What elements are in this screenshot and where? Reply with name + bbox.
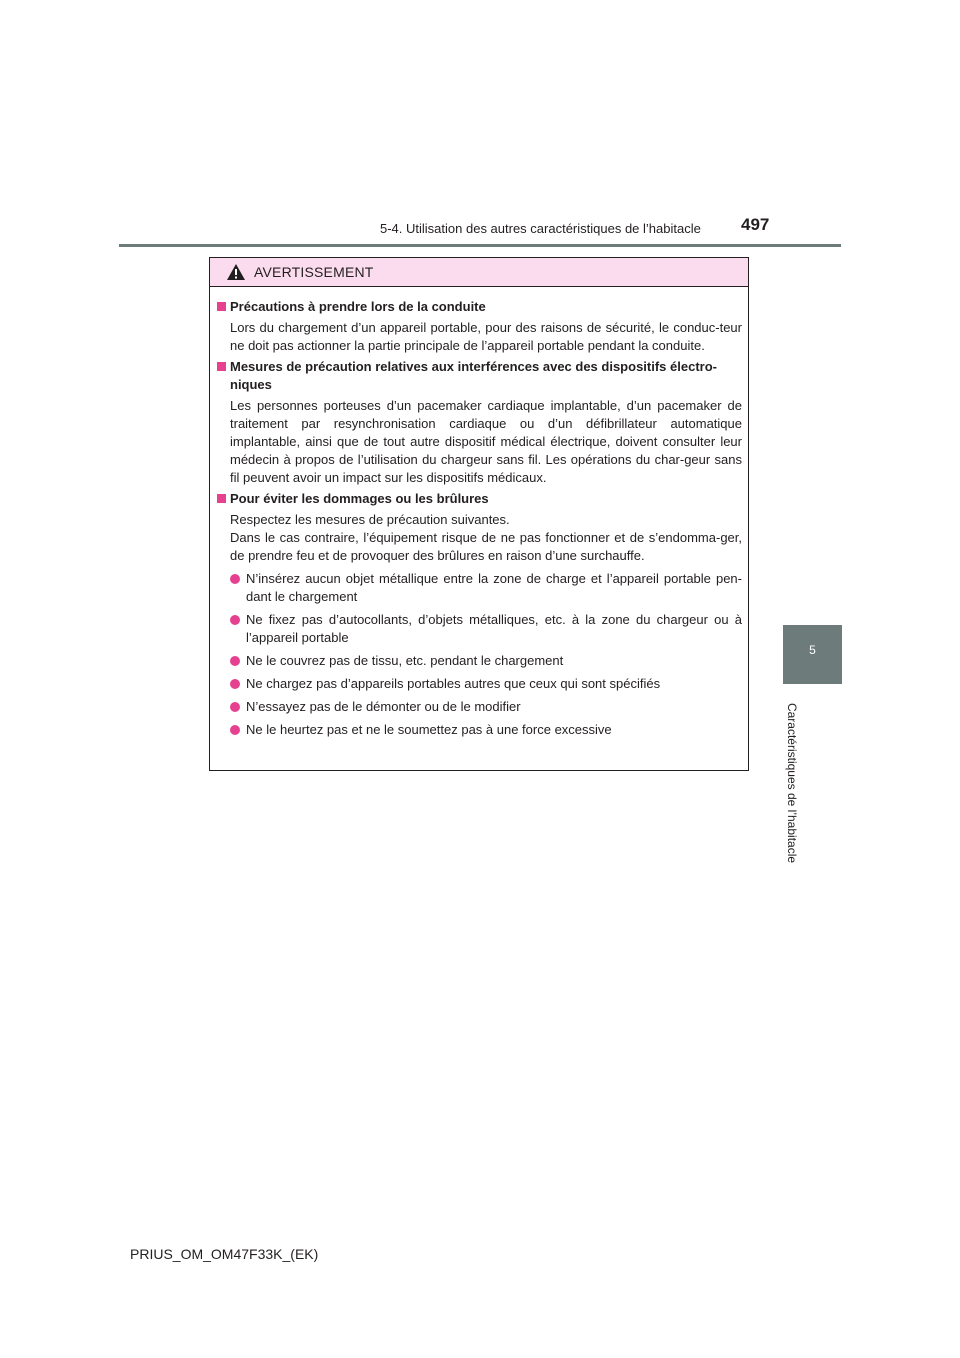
round-bullet-icon [230, 656, 240, 666]
list-item: Ne fixez pas d’autocollants, d’objets métalliques, etc. à la zone du chargeur ou à l’appareil portable [216, 611, 742, 647]
list-item: Ne chargez pas d’appareils portables autres que ceux qui sont spécifiés [216, 675, 742, 693]
document-code: PRIUS_OM_OM47F33K_(EK) [130, 1246, 319, 1262]
bullet-list [216, 570, 742, 739]
chapter-tab: 5 [783, 625, 842, 684]
section-paragraph: Respectez les mesures de précaution suivantes. [230, 512, 510, 527]
section-heading: Pour éviter les dommages ou les brûlures [230, 491, 489, 506]
section-title: 5-4. Utilisation des autres caractéristiques de l’habitacle [380, 221, 701, 236]
list-item: Ne le couvrez pas de tissu, etc. pendant le chargement [216, 652, 742, 670]
section-paragraph: Les personnes porteuses d’un pacemaker cardiaque implantable, d’un pacemaker de traitement par resynchronisation cardiaque ou d’un défibrillateur automatique implantable, ainsi que de tout autre dispositif médical électrique, doivent consulter leur médecin à propos de l’utilisation du chargeur sans fil. Les opérations du char-geur sans fil peuvent avoir un impact sur les dispositifs médicaux. [230, 398, 742, 485]
section-heading: Précautions à prendre lors de la conduite [230, 299, 486, 314]
round-bullet-icon [230, 725, 240, 735]
list-item: Ne le heurtez pas et ne le soumettez pas à une force excessive [216, 721, 742, 739]
warning-box [209, 257, 749, 771]
chapter-label [772, 695, 812, 870]
list-item: N’insérez aucun objet métallique entre la zone de charge et l’appareil portable pen-dant le chargement [216, 570, 742, 606]
section-interference-precautions [216, 358, 742, 487]
round-bullet-icon [230, 679, 240, 689]
round-bullet-icon [230, 702, 240, 712]
chapter-label-text: Caractéristiques de l’habitacle [785, 702, 799, 863]
square-bullet-icon [217, 494, 226, 503]
round-bullet-icon [230, 615, 240, 625]
section-damage-burns [216, 490, 742, 739]
square-bullet-icon [217, 302, 226, 311]
list-item: N’essayez pas de le démonter ou de le modifier [216, 698, 742, 716]
warning-header [210, 258, 748, 287]
round-bullet-icon [230, 574, 240, 584]
section-paragraph: Lors du chargement d’un appareil portable, pour des raisons de sécurité, le conduc-teur ne doit pas actionner la partie principale de l’appareil portable pendant la conduite. [230, 320, 742, 353]
warning-triangle-icon [226, 263, 246, 281]
section-driving-precautions [216, 298, 742, 355]
warning-body [210, 287, 748, 739]
section-heading: Mesures de précaution relatives aux interférences avec des dispositifs électro-niques [230, 359, 717, 392]
header-rule [119, 244, 841, 247]
warning-title: AVERTISSEMENT [254, 264, 374, 280]
section-paragraph: Dans le cas contraire, l’équipement risque de ne pas fonctionner et de s’endomma-ger, de prendre feu et de provoquer des brûlures en raison d’une surchauffe. [230, 530, 742, 563]
page-number: 497 [741, 215, 770, 234]
square-bullet-icon [217, 362, 226, 371]
